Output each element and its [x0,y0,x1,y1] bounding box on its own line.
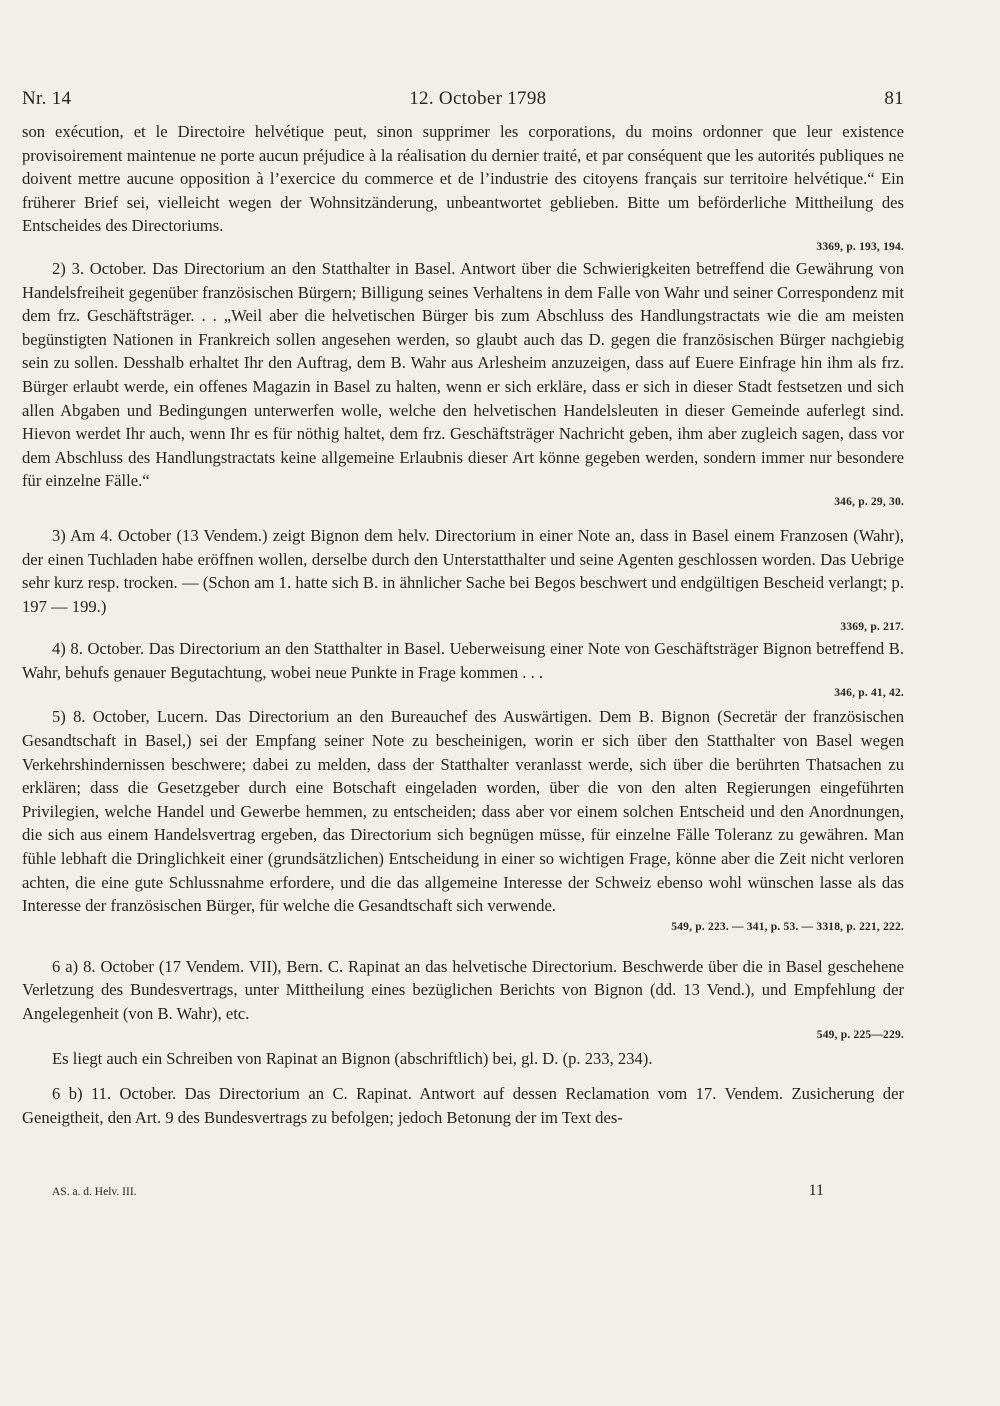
paragraph-2 [22,257,904,493]
archive-reference-3: 3369, p. 217. [840,621,904,634]
signature-mark: AS. a. d. Helv. III. [52,1186,137,1198]
page-header [22,88,904,110]
paragraph-3: 3) Am 4. October (13 Vendem.) zeigt Bignon dem helv. Directorium in einer Note an, dass in Basel einem Franzosen (Wahr), der einen Tuchladen habe eröffnen wollen, derselbe durch den Unterstatthalter und seine Agenten geschlossen worden. Das Uebrige sehr kurz resp. trocken. — (Schon am 1. hatte sich B. in ähnlicher Sache bei Begos beschwert und endgültigen Bescheid verlangt; p. 197 — 199.) [22,525,904,616]
paragraph-6b: 6 b) 11. October. Das Directorium an C. Rapinat. Antwort auf dessen Reclamation vom 17. Vendem. Zusicherung der Geneigtheit, den Art. 9 des Bundesvertrags zu befolgen; jedoch Betonung der im Text des- [22,1084,904,1127]
archive-reference-2: 346, p. 29, 30. [834,495,904,508]
page-number: 81 [884,88,904,109]
paragraph-6a: 6 a) 8. October (17 Vendem. VII), Bern. C. Rapinat an das helvetische Directorium. Beschwerde über die in Basel geschehene Verletzung des Bundesvertrags, unter Mittheilung eines bezüglichen Berichts von Bignon (dd. 13 Vend.), und Empfehlung der Angelegenheit (von B. Wahr), etc. [22,956,904,1023]
archive-reference-4: 346, p. 41, 42. [834,687,904,700]
document-number: Nr. 14 [22,88,72,109]
paragraph-6a-note: Es liegt auch ein Schreiben von Rapinat an Bignon (abschriftlich) bei, gl. D. (p. 233, 234). [52,1048,653,1068]
sheet-number: 11 [808,1182,824,1199]
paragraph-2-text: 2) 3. October. Das Directorium an den Statthalter in Basel. Antwort über die Schwierigkeiten betreffend die Gewährung von Handelsfreiheit gegenüber französischen Bürgern; Billigung seines Verhaltens in dem Falle von Wahr und seiner Correspondenz mit dem frz. Geschäftsträger. . . „Weil aber die helvetischen Bürger bis zum Abschluss des Handlungstractats wie die am meisten begünstigten Nationen in Frankreich sollen angesehen werden, so glaubt auch das D. gegen die französischen Bürger nachgiebig sein zu sollen. Desshalb erhaltet Ihr den Auftrag, dem B. Wahr aus Arlesheim anzuzeigen, dass auf Euere Einfrage hin ihm als frz. Bürger erlaubt werde, ein offenes Magazin in Basel zu halten, wenn er sich erkläre, dass er sich in dieser Stadt festsetzen und sich allen Abgaben und Bedingungen unterwerfen wolle, welche den helvetischen Handelsleuten in dieser Gemeinde auferlegt sind. Hievon werdet Ihr auch, wenn Ihr es für nöthig haltet, dem frz. Geschäftsträger Nachricht geben, ihm aber zugleich sagen, dass vor dem Abschluss des Handlungstractats keine allgemeine Erlaubnis dieser Art könne gegeben werden, sondern immer nur besondere für einzelne Fälle.“ [22,258,904,491]
document-date: 12. October 1798 [409,88,547,109]
paragraph-5: 5) 8. October, Lucern. Das Directorium an den Bureauchef des Auswärtigen. Dem B. Bignon (Secretär der französischen Gesandtschaft in Basel,) sei der Empfang seiner Note zu bescheinigen, worin er sich über den Statthalter von Basel wegen Verkehrshindernissen beschwere; dabei zu melden, dass der Statthalter veranlasst werde, sich über die berührten Thatsachen zu erklären; dass die Gesetzgeber durch eine Botschaft eingeladen worden, über die von den alten Regierungen eingeführten Privilegien, welche Handel und Gewerbe hemmen, zu entscheiden; dass aber vor einem solchen Entscheid und den Anordnungen, die sich aus einem Handelsvertrag ergeben, das Directorium sich begnügen müsse, für einzelne Fälle Toleranz zu gewähren. Man fühle lebhaft die Dringlichkeit einer (grundsätzlichen) Entscheidung in einer so wichtigen Frage, könne aber die Zeit nicht verloren achten, die eine gute Schlussnahme erfordere, und die das allgemeine Interesse der Schweiz ebenso wohl wünschen lasse als das Interesse der französischen Bürger, für welche die Gesandtschaft sich verwende. [22,707,904,916]
archive-reference-5: 549, p. 223. — 341, p. 53. — 3318, p. 221, 222. [671,920,904,933]
paragraph-4: 4) 8. October. Das Directorium an den Statthalter in Basel. Ueberweisung einer Note von Geschäftsträger Bignon betreffend B. Wahr, behufs genauer Begutachtung, wobei neue Punkte in Frage kommen . . . [22,639,904,682]
archive-reference: 3369, p. 193, 194. [816,240,904,253]
document-body [22,120,904,1129]
page-footer [52,1182,824,1200]
archive-reference-6a: 549, p. 225—229. [816,1028,904,1041]
paragraph-continuation: son exécution, et le Directoire helvétique peut, sinon supprimer les corporations, du moins ordonner que leur existence provisoirement maintenue ne porte aucun préjudice à la réalisation du dernier traité, et par conséquent que les autorités publiques ne doivent mettre aucune opposition à l’exercice du commerce et de l’industrie des citoyens français sur territoire helvétique.“ Ein früherer Brief sei, vielleicht wegen der Wohnsitzänderung, unbeantwortet geblieben. Bitte um beförderliche Mittheilung des Entscheides des Directoriums. [22,122,904,236]
